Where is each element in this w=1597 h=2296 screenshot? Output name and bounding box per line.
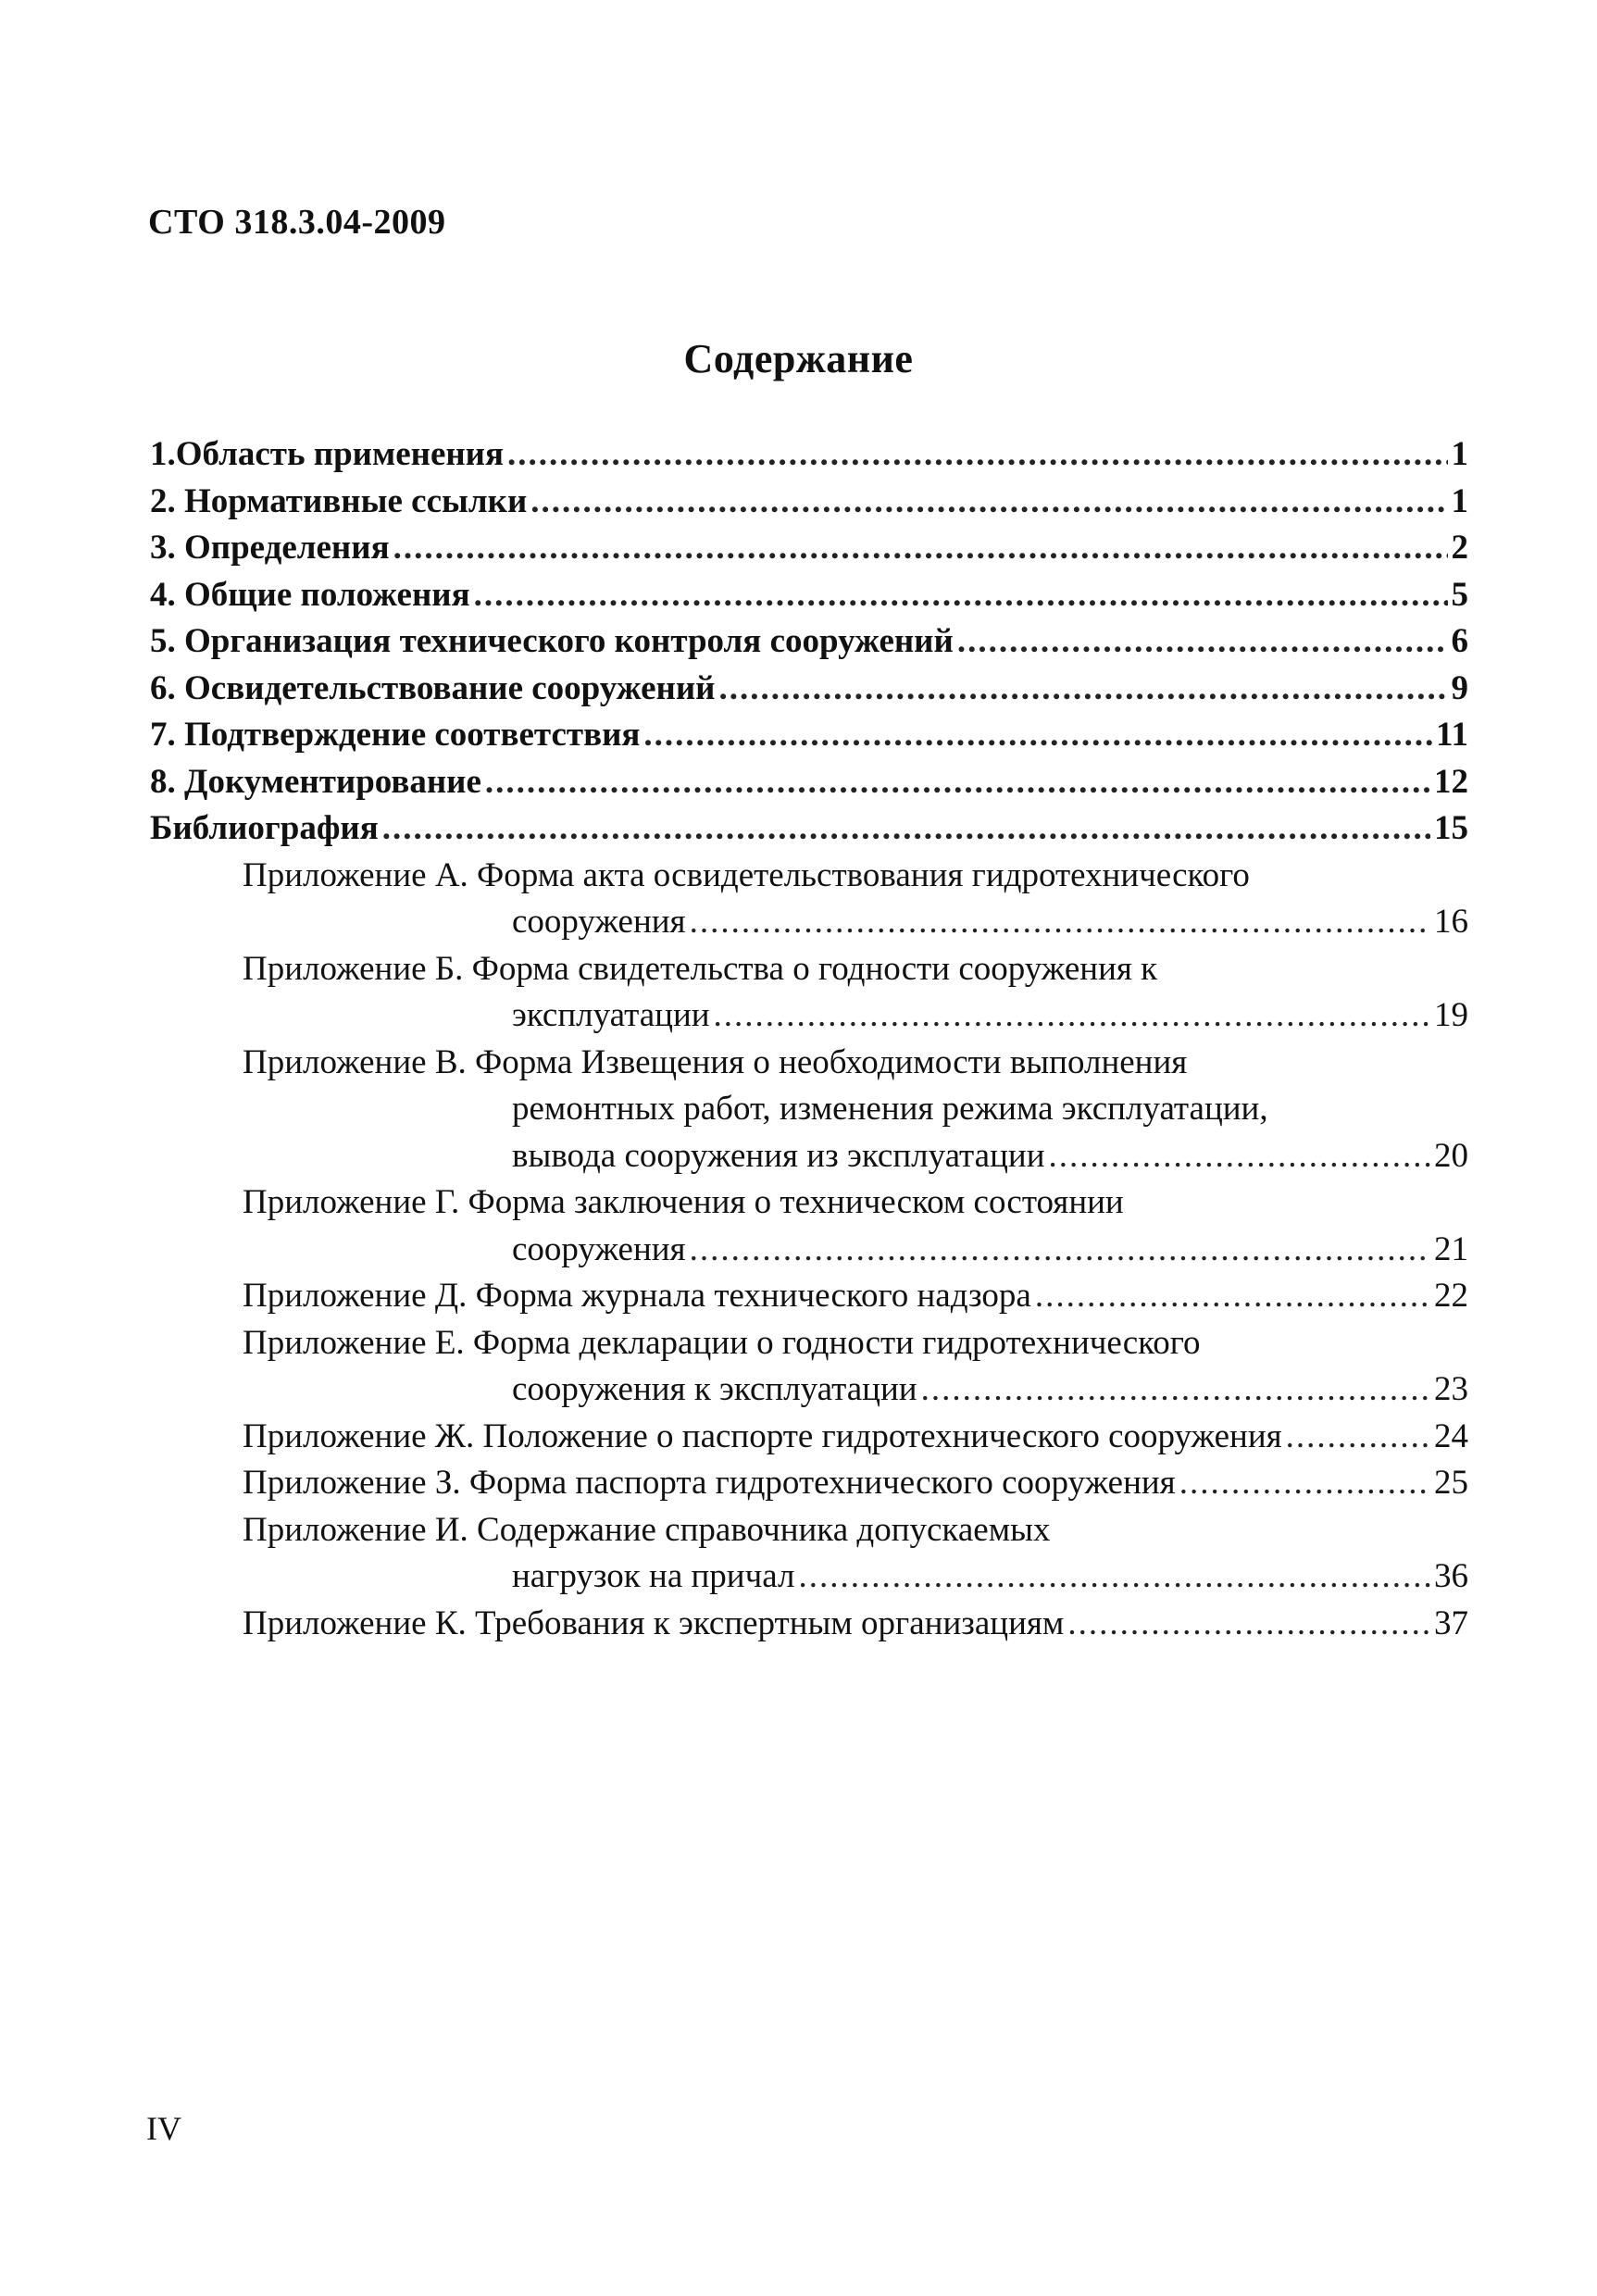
toc-entry-page: 20 bbox=[1434, 1136, 1468, 1175]
dot-leader bbox=[485, 759, 1430, 806]
toc-entry-label: 3. Определения bbox=[150, 529, 390, 567]
toc-entry-label: вывода сооружения из эксплуатации bbox=[512, 1136, 1045, 1175]
page-number: IV bbox=[146, 2110, 181, 2147]
toc-entry-page: 12 bbox=[1434, 762, 1468, 801]
toc-entry-appendix-v-continued[interactable] bbox=[150, 1133, 1468, 1180]
toc-entry-page: 1 bbox=[1451, 435, 1468, 473]
toc-entry-appendix-e-continued[interactable] bbox=[150, 1366, 1468, 1414]
toc-entry-label: Приложение И. Содержание справочника допускаемых bbox=[243, 1510, 1051, 1549]
toc-entry-label: сооружения bbox=[512, 1229, 686, 1268]
toc-entry-page: 1 bbox=[1451, 481, 1468, 520]
toc-entry-label: 6. Освидетельствование сооружений bbox=[150, 668, 716, 707]
toc-entry-label: Приложение К. Требования к экспертным организациям bbox=[243, 1603, 1065, 1642]
toc-entry-page: 36 bbox=[1434, 1557, 1468, 1595]
toc-entry-page: 2 bbox=[1451, 529, 1468, 567]
dot-leader bbox=[921, 1366, 1430, 1414]
toc-entry-page: 25 bbox=[1434, 1464, 1468, 1502]
toc-entry-label: ремонтных работ, изменения режима эксплуатации, bbox=[512, 1090, 1268, 1128]
toc-entry-appendix-g[interactable] bbox=[150, 1179, 1468, 1227]
toc-entry-technical-control[interactable] bbox=[150, 618, 1468, 666]
toc-entry-general-provisions[interactable] bbox=[150, 572, 1468, 619]
dot-leader bbox=[507, 431, 1447, 479]
dot-leader bbox=[690, 899, 1430, 946]
dot-leader bbox=[957, 618, 1448, 666]
toc-entry-label: нагрузок на причал bbox=[512, 1557, 795, 1595]
dot-leader bbox=[382, 805, 1430, 853]
dot-leader bbox=[1035, 1273, 1430, 1320]
toc-entry-label: сооружения bbox=[512, 903, 686, 941]
toc-entry-label: 5. Организация технического контроля сооружений bbox=[150, 622, 954, 660]
dot-leader bbox=[690, 1227, 1430, 1274]
toc-entry-appendix-e[interactable] bbox=[150, 1320, 1468, 1367]
toc-entry-appendix-g-continued[interactable] bbox=[150, 1227, 1468, 1274]
toc-entry-page: 5 bbox=[1451, 575, 1468, 614]
toc-entry-label: Приложение Д. Форма журнала технического надзора bbox=[243, 1277, 1031, 1315]
toc-entry-page: 16 bbox=[1434, 903, 1468, 941]
toc-entry-label: 2. Нормативные ссылки bbox=[150, 481, 528, 520]
dot-leader bbox=[643, 712, 1432, 759]
toc-entry-page: 11 bbox=[1436, 716, 1468, 754]
toc-entry-appendix-v[interactable] bbox=[150, 1040, 1468, 1087]
dot-leader bbox=[1067, 1601, 1430, 1648]
toc-entry-label: Библиография bbox=[150, 809, 379, 847]
dot-leader bbox=[530, 479, 1447, 526]
toc-entry-label: Приложение В. Форма Извещения о необходимости выполнения bbox=[243, 1042, 1188, 1081]
toc-entry-label: Приложение Е. Форма декларации о годности гидротехнического bbox=[243, 1323, 1201, 1362]
toc-entry-label: эксплуатации bbox=[512, 996, 710, 1034]
toc-entry-label: Приложение Ж. Положение о паспорте гидротехнического сооружения bbox=[243, 1416, 1282, 1455]
dot-leader bbox=[1179, 1460, 1430, 1507]
toc-entry-inspection[interactable] bbox=[150, 666, 1468, 713]
toc-entry-page: 23 bbox=[1434, 1370, 1468, 1408]
dot-leader bbox=[798, 1554, 1430, 1601]
toc-entry-appendix-b-continued[interactable] bbox=[150, 992, 1468, 1040]
toc-entry-documentation[interactable] bbox=[150, 759, 1468, 806]
toc-entry-appendix-a[interactable] bbox=[150, 853, 1468, 900]
toc-entry-label: 4. Общие положения bbox=[150, 575, 470, 614]
toc-entry-scope[interactable] bbox=[150, 431, 1468, 479]
toc-entry-page: 19 bbox=[1434, 996, 1468, 1034]
toc-entry-appendix-v-continued[interactable] bbox=[150, 1086, 1468, 1133]
toc-entry-appendix-i[interactable] bbox=[150, 1507, 1468, 1554]
dot-leader bbox=[1049, 1133, 1430, 1180]
toc-entry-appendix-a-continued[interactable] bbox=[150, 899, 1468, 946]
toc-entry-page: 22 bbox=[1434, 1277, 1468, 1315]
dot-leader bbox=[719, 666, 1448, 713]
dot-leader bbox=[474, 572, 1448, 619]
toc-entry-page: 15 bbox=[1434, 809, 1468, 847]
toc-entry-page: 21 bbox=[1434, 1229, 1468, 1268]
toc-entry-bibliography[interactable] bbox=[150, 805, 1468, 853]
dot-leader bbox=[393, 525, 1448, 572]
toc-entry-label: сооружения к эксплуатации bbox=[512, 1370, 917, 1408]
toc-entry-label: Приложение Б. Форма свидетельства о годности сооружения к bbox=[243, 949, 1158, 988]
dot-leader bbox=[1286, 1414, 1430, 1461]
dot-leader bbox=[714, 992, 1430, 1040]
toc-entry-page: 37 bbox=[1434, 1603, 1468, 1642]
toc-entry-definitions[interactable] bbox=[150, 525, 1468, 572]
toc-entry-page: 6 bbox=[1451, 622, 1468, 660]
toc-entry-appendix-z[interactable] bbox=[150, 1460, 1468, 1507]
toc-entry-label: 8. Документирование bbox=[150, 762, 481, 801]
toc-entry-conformity[interactable] bbox=[150, 712, 1468, 759]
toc-entry-appendix-zh[interactable] bbox=[150, 1414, 1468, 1461]
document-code: СТО 318.3.04-2009 bbox=[148, 203, 446, 242]
toc-entry-appendix-k[interactable] bbox=[150, 1601, 1468, 1648]
toc-title: Содержание bbox=[683, 336, 914, 381]
toc-entry-label: 1.Область применения bbox=[150, 435, 505, 473]
toc-entry-page: 24 bbox=[1434, 1416, 1468, 1455]
toc-entry-appendix-d[interactable] bbox=[150, 1273, 1468, 1320]
toc-entry-label: Приложение Г. Форма заключения о техническом состоянии bbox=[243, 1183, 1124, 1221]
toc-entry-appendix-b[interactable] bbox=[150, 946, 1468, 993]
toc-entry-label: Приложение З. Форма паспорта гидротехнического сооружения bbox=[243, 1464, 1176, 1502]
toc-entry-page: 9 bbox=[1451, 668, 1468, 707]
toc-entry-appendix-i-continued[interactable] bbox=[150, 1554, 1468, 1601]
toc-entry-label: 7. Подтверждение соответствия bbox=[150, 716, 641, 754]
table-of-contents bbox=[150, 431, 1468, 1647]
toc-entry-normative-references[interactable] bbox=[150, 479, 1468, 526]
toc-entry-label: Приложение А. Форма акта освидетельствования гидротехнического bbox=[243, 855, 1250, 894]
